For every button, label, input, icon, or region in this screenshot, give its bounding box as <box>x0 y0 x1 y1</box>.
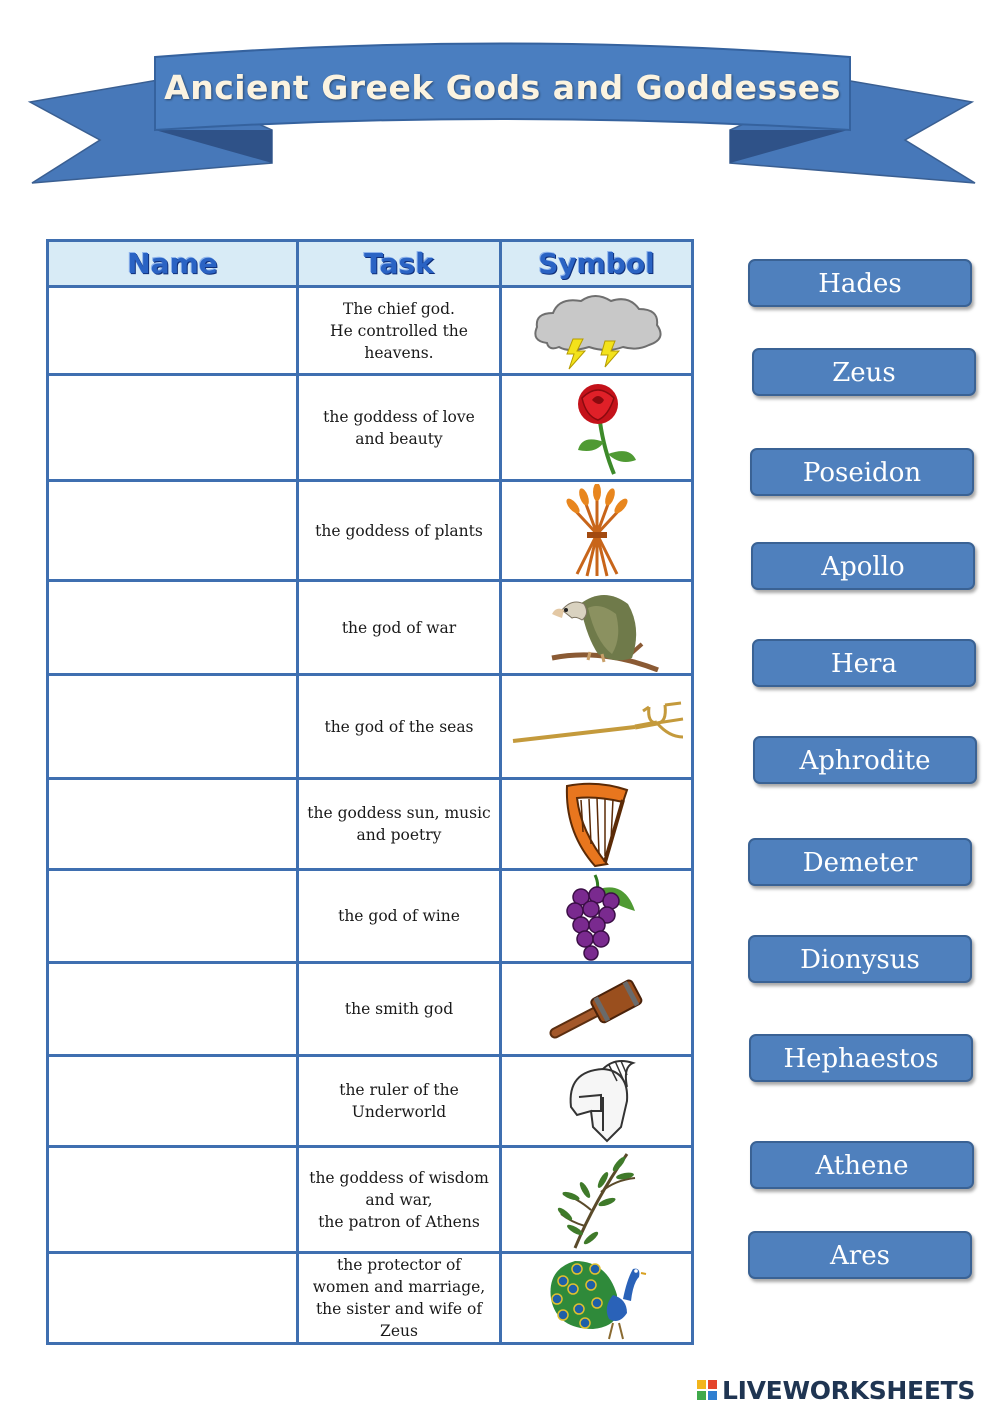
name-drop-slot[interactable] <box>48 375 298 481</box>
table-row <box>48 1056 693 1147</box>
wheat-sheaf-icon <box>557 484 637 578</box>
task-text: the goddess sun, music and poetry <box>298 779 501 870</box>
table-row <box>48 1253 693 1344</box>
title-banner <box>0 0 1000 200</box>
gods-table <box>46 239 694 1345</box>
grapes-icon <box>555 871 639 961</box>
symbol-cell <box>501 779 693 870</box>
peacock-icon <box>547 1255 647 1341</box>
hammer-icon <box>549 971 645 1047</box>
word-apollo-button[interactable]: Apollo <box>751 542 975 590</box>
word-hades-button[interactable]: Hades <box>748 259 972 307</box>
name-drop-slot[interactable] <box>48 581 298 675</box>
task-text: the goddess of love and beauty <box>298 375 501 481</box>
olive-branch-icon <box>555 1150 639 1250</box>
word-athene-button[interactable]: Athene <box>750 1141 974 1189</box>
symbol-cell <box>501 963 693 1056</box>
symbol-cell <box>501 1147 693 1253</box>
name-drop-slot[interactable] <box>48 1253 298 1344</box>
table-row <box>48 481 693 581</box>
header-task: Task <box>298 241 501 287</box>
table-row <box>48 1147 693 1253</box>
table-row <box>48 287 693 375</box>
word-hera-button[interactable]: Hera <box>752 639 976 687</box>
task-text: the god of wine <box>298 870 501 963</box>
name-drop-slot[interactable] <box>48 870 298 963</box>
table-row <box>48 675 693 779</box>
word-ares-button[interactable]: Ares <box>748 1231 972 1279</box>
symbol-cell <box>501 1056 693 1147</box>
name-drop-slot[interactable] <box>48 1147 298 1253</box>
vulture-icon <box>532 584 662 672</box>
name-drop-slot[interactable] <box>48 287 298 375</box>
task-text: the goddess of wisdom and war, the patron of Athens <box>298 1147 501 1253</box>
symbol-cell <box>501 287 693 375</box>
header-symbol: Symbol <box>501 241 693 287</box>
harp-icon <box>557 780 637 868</box>
name-drop-slot[interactable] <box>48 1056 298 1147</box>
table-row <box>48 581 693 675</box>
word-dionysus-button[interactable]: Dionysus <box>748 935 972 983</box>
word-demeter-button[interactable]: Demeter <box>748 838 972 886</box>
liveworksheets-logo-icon <box>696 1379 722 1403</box>
symbol-cell <box>501 481 693 581</box>
red-rose-icon <box>552 380 642 476</box>
symbol-cell <box>501 1253 693 1344</box>
task-text: the god of the seas <box>298 675 501 779</box>
table-row <box>48 375 693 481</box>
task-text: the ruler of the Underworld <box>298 1056 501 1147</box>
table-row <box>48 963 693 1056</box>
storm-cloud-lightning-icon <box>527 291 667 371</box>
name-drop-slot[interactable] <box>48 481 298 581</box>
task-text: the goddess of plants <box>298 481 501 581</box>
symbol-cell <box>501 375 693 481</box>
word-zeus-button[interactable]: Zeus <box>752 348 976 396</box>
word-hephaestos-button[interactable]: Hephaestos <box>749 1034 973 1082</box>
task-text: the smith god <box>298 963 501 1056</box>
word-poseidon-button[interactable]: Poseidon <box>750 448 974 496</box>
word-aphrodite-button[interactable]: Aphrodite <box>753 736 977 784</box>
header-name: Name <box>48 241 298 287</box>
symbol-cell <box>501 870 693 963</box>
name-drop-slot[interactable] <box>48 779 298 870</box>
name-drop-slot[interactable] <box>48 963 298 1056</box>
name-drop-slot[interactable] <box>48 675 298 779</box>
table-row <box>48 779 693 870</box>
logo-text: LIVEWORKSHEETS <box>722 1376 976 1405</box>
task-text: the protector of women and marriage, the sister and wife of Zeus <box>298 1253 501 1344</box>
header-row <box>48 241 693 287</box>
trident-icon <box>509 697 685 757</box>
helmet-icon <box>557 1057 637 1145</box>
task-text: the god of war <box>298 581 501 675</box>
task-text: The chief god. He controlled the heavens. <box>298 287 501 375</box>
symbol-cell <box>501 675 693 779</box>
table-row <box>48 870 693 963</box>
symbol-cell <box>501 581 693 675</box>
page-title: Ancient Greek Gods and Goddesses <box>164 68 841 107</box>
liveworksheets-logo <box>696 1375 996 1407</box>
